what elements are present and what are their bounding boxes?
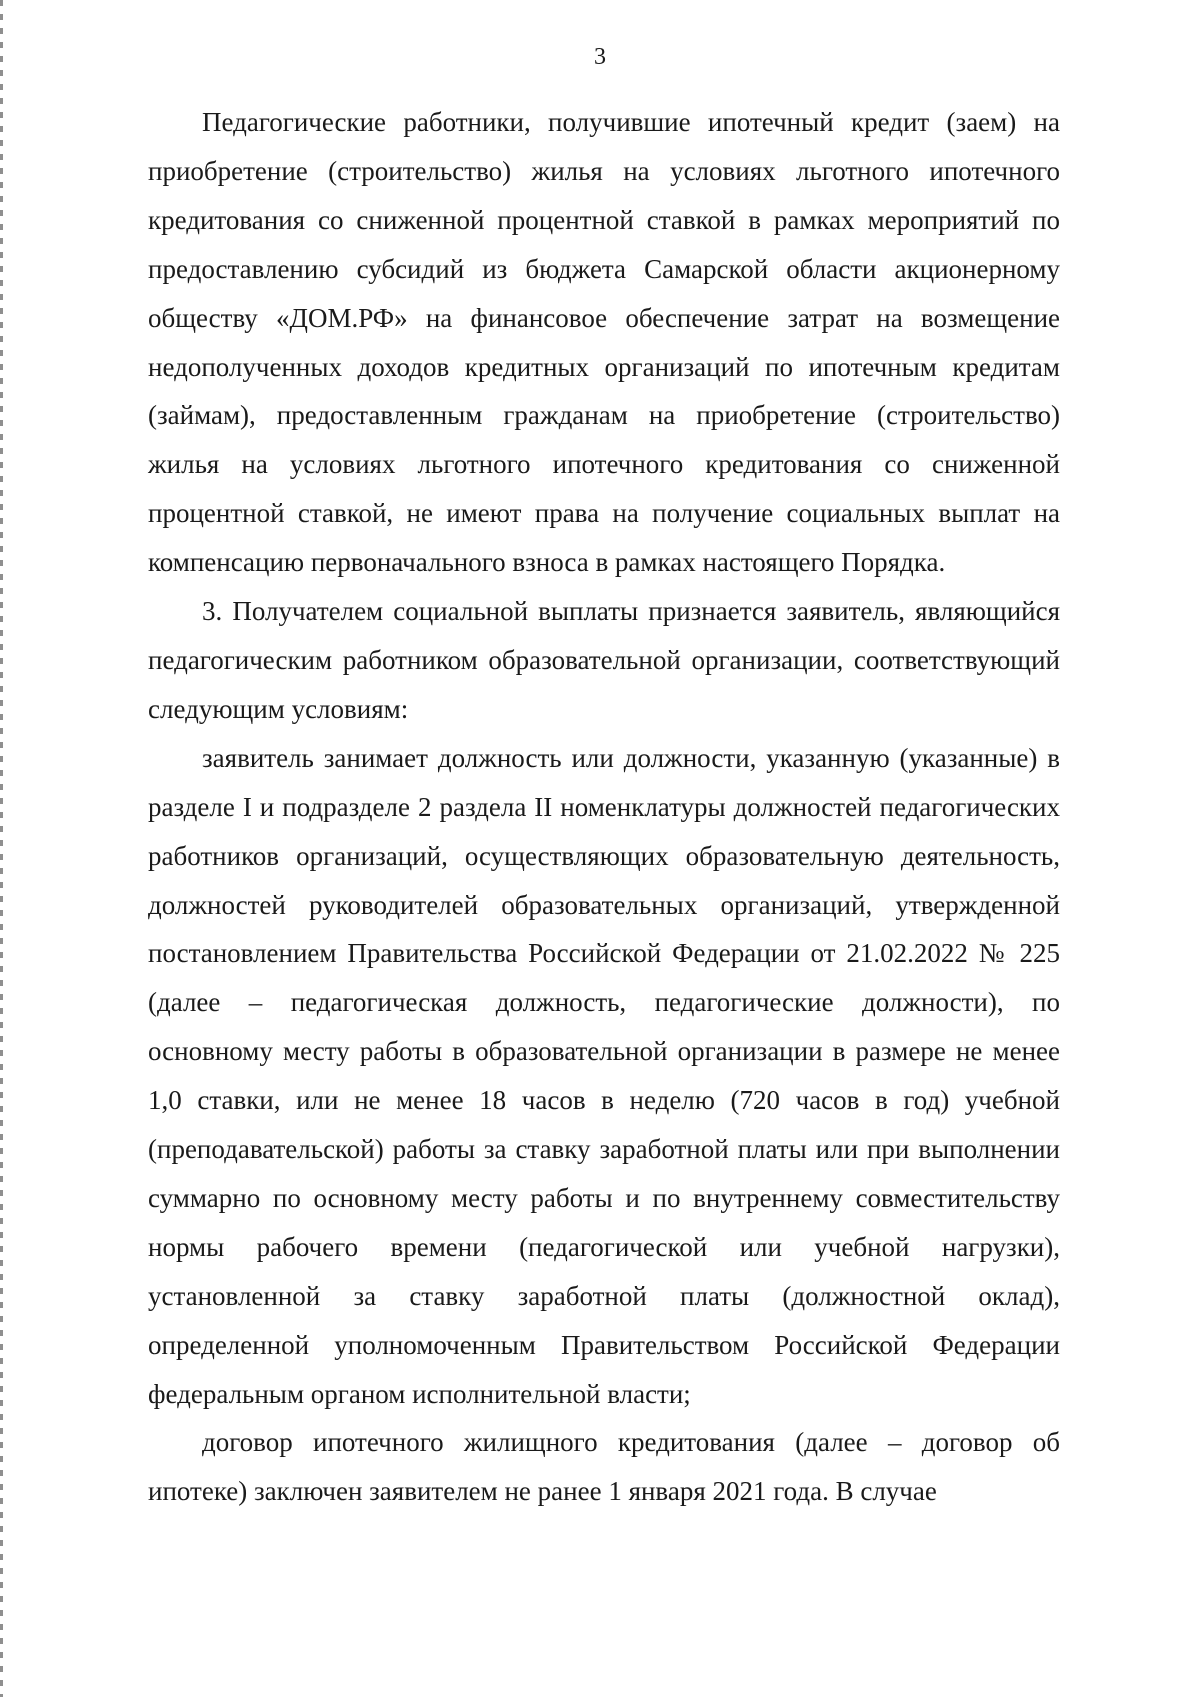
document-body	[148, 98, 1060, 1516]
paragraph-mortgage-agreement-condition: договор ипотечного жилищного кредитования (далее – договор об ипотеке) заключен заявителем не ранее 1 января 2021 года. В случае	[148, 1427, 1060, 1507]
paragraph-item-3-recipient: 3. Получателем социальной выплаты признается заявитель, являющийся педагогическим работником образовательной организации, соответствующий следующим условиям:	[148, 596, 1060, 724]
page-number: 3	[594, 44, 606, 70]
paragraph-position-condition: заявитель занимает должность или должности, указанную (указанные) в разделе I и подразделе 2 раздела II номенклатуры должностей педагогических работников организаций, осуществляющих образовательную деятельность, должностей руководителей образовательных организаций, утвержденной постановлением Правительства Российской Федерации от 21.02.2022 № 225 (далее – педагогическая должность, педагогические должности), по основному месту работы в образовательной организации в размере не менее 1,0 ставки, или не менее 18 часов в неделю (720 часов в год) учебной (преподавательской) работы за ставку заработной платы или при выполнении суммарно по основному месту работы и по внутреннему совместительству нормы рабочего времени (педагогической или учебной нагрузки), установленной за ставку заработной платы (должностной оклад), определенной уполномоченным Правительством Российской Федерации федеральным органом исполнительной власти;	[148, 742, 1060, 1409]
paragraph-pedagogical-workers-exclusion: Педагогические работники, получившие ипотечный кредит (заем) на приобретение (строительство) жилья на условиях льготного ипотечного кредитования со сниженной процентной ставкой в рамках мероприятий по предоставлению субсидий из бюджета Самарской области акционерному обществу «ДОМ.РФ» на финансовое обеспечение затрат на возмещение недополученных доходов кредитных организаций по ипотечным кредитам (займам), предоставленным гражданам на приобретение (строительство) жилья на условиях льготного ипотечного кредитования со сниженной процентной ставкой, не имеют права на получение социальных выплат на компенсацию первоначального взноса в рамках настоящего Порядка.	[148, 107, 1060, 578]
scan-edge-marks	[0, 0, 3, 1697]
